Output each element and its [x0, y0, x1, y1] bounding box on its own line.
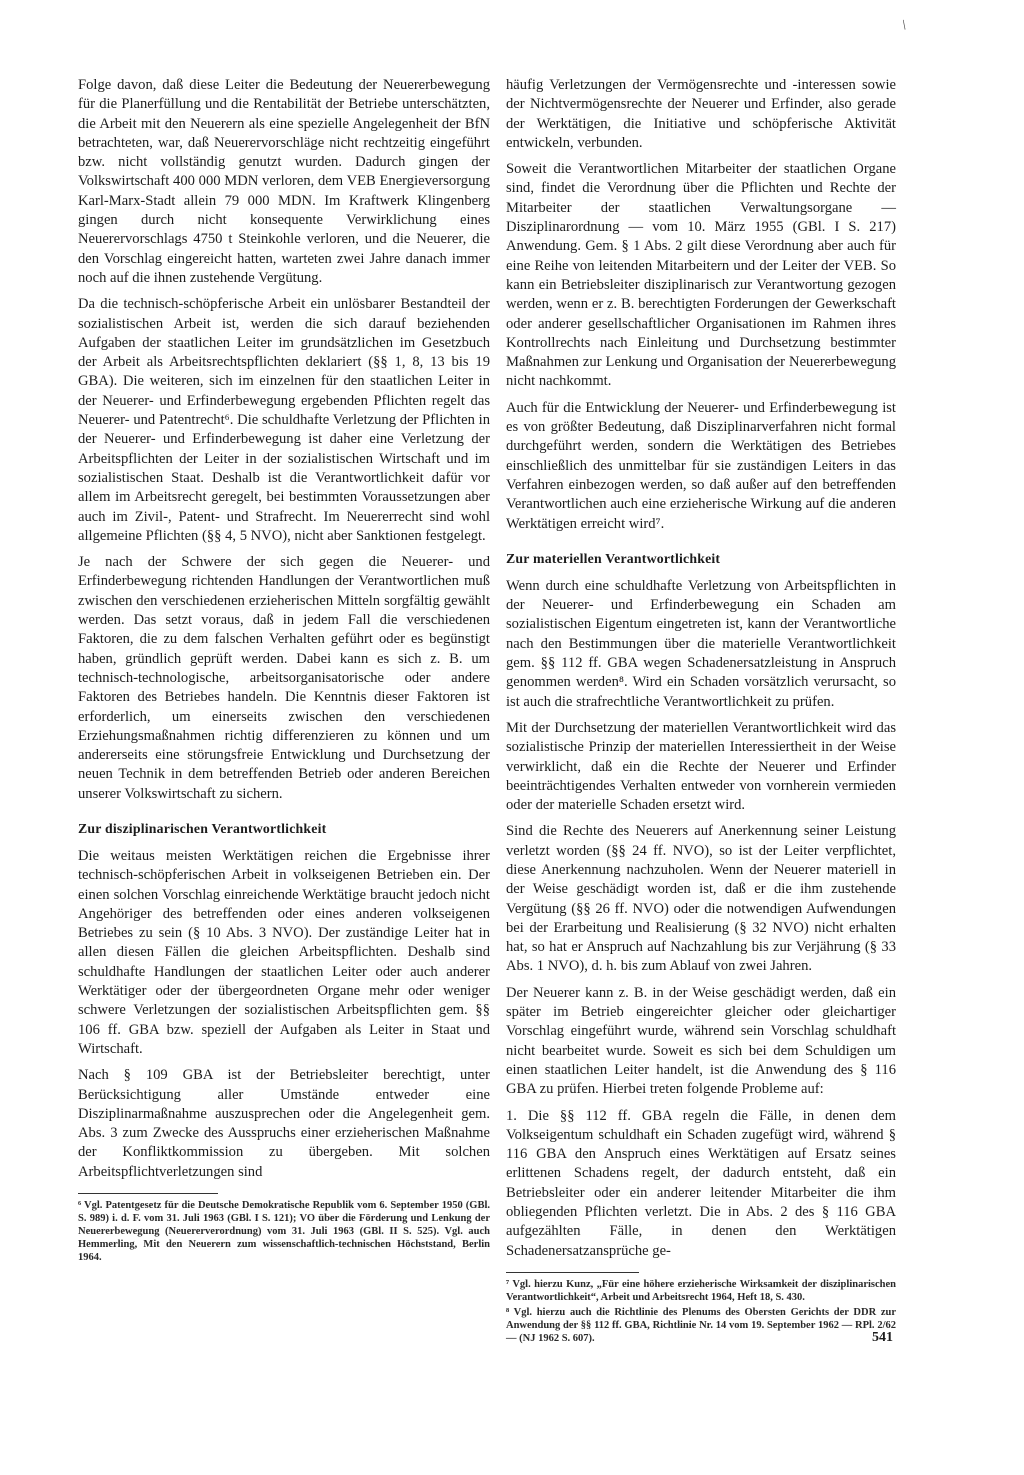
page-number: 541	[872, 1330, 893, 1345]
paragraph: Der Neuerer kann z. B. in der Weise geschädigt werden, daß ein später im Betrieb eingereichter gleicher oder gleichartiger Vorschlag eingeführt wurde, während sein Vorschlag schuldhaft nicht bearbeitet wurde. Soweit es sich bei dem Schuldigen um einen staatlichen Leiter handelt, ist die Anwendung des § 116 GBA zu prüfen. Hierbei treten folgende Probleme auf:	[506, 984, 896, 1098]
paragraph: Sind die Rechte des Neuerers auf Anerkennung seiner Leistung verletzt worden (§§ 24 ff. NVO), so ist der Leiter verpflichtet, diese Anerkennung nachzuholen. Wenn der Neuerer materiell in der Weise geschädigt worden ist, daß er die ihm zustehende Vergütung (§§ 26 ff. NVO) oder die notwendigen Aufwendungen bei der Erarbeitung und Realisierung (§ 32 NVO) nicht erhalten hat, so hat er Anspruch auf Nachzahlung bis zur Verjährung (§ 33 Abs. 1 NVO), d. h. bis zum Ablauf von zwei Jahren.	[506, 823, 896, 975]
paragraph: Mit der Durchsetzung der materiellen Verantwortlichkeit wird das sozialistische Prinzip der materiellen Interessiertheit in der Weise verwirklicht, daß ein die Rechte der Neuerer und Erfinder beeinträchtigendes Verhalten entweder von vornherein vermieden oder der materielle Schaden ersetzt wird.	[506, 719, 896, 814]
paragraph: Folge davon, daß diese Leiter die Bedeutung der Neuererbewegung für die Planerfüllung und die Rentabilität der Betriebe unterschätzten, die Arbeit mit den Neuerern als eine spezielle Angelegenheit der BfN betrachteten, war, daß Neuerervorschläge nicht rechtzeitig eingeführt bzw. nicht vollständig genutzt wurden. Dadurch gingen der Volkswirtschaft 400 000 MDN verloren, dem VEB Energieversorgung Karl-Marx-Stadt allein 79 000 MDN. Im Kraftwerk Klingenberg gingen durch nicht konsequente Verwirklichung eines Neuerervorschlags 4750 t Steinkohle verloren, und die Neuerer, die den Vorschlag eingereicht hatten, warteten zwei Jahre danach immer noch auf die ihnen zustehende Vergütung.	[78, 77, 490, 286]
corner-mark: /	[899, 18, 911, 34]
left-column	[78, 76, 490, 1266]
section-heading-disciplinary: Zur disziplinarischen Verantwortlichkeit	[78, 820, 327, 836]
section-heading-material: Zur materiellen Verantwortlichkeit	[506, 550, 721, 566]
right-column	[506, 76, 896, 1347]
paragraph: 1. Die §§ 112 ff. GBA regeln die Fälle, in denen dem Volkseigentum schuldhaft ein Schaden zugefügt wird, während § 116 GBA den Anspruch eines Werktätigen auf Ersatz seines erlittenen Schadens regelt, der dadurch entsteht, daß ein Betriebsleiter oder ein anderer leitender Mitarbeiter die ihm obliegenden Pflichten verletzt. Die in Abs. 2 des § 116 GBA aufgezählten Fälle, in denen den Werktätigen Schadenersatzansprüche ge-	[506, 1107, 896, 1259]
footnote-rule	[78, 1193, 218, 1194]
paragraph: Die weitaus meisten Werktätigen reichen die Ergebnisse ihrer technisch-schöpferischen Arbeit in volkseigenen Betrieben ein. Der einen solchen Vorschlag einreichende Werktätige braucht jedoch nicht Angehöriger des betreffenden oder eines anderen volkseigenen Betriebes zu sein (§ 10 Abs. 3 NVO). Der zuständige Leiter hat in allen diesen Fällen die gleichen Arbeitspflichten. Deshalb sind schuldhafte Handlungen der staatlichen Leiter oder auch anderer Werktätiger oder der übergeordneten Organe mehr oder weniger schwere Verletzungen der sozialistischen Arbeitspflichten gem. §§ 106 ff. GBA bzw. speziell der Aufgaben als Leiter in Staat und Wirtschaft.	[78, 847, 490, 1057]
paragraph: häufig Verletzungen der Vermögensrechte und -interessen sowie der Nichtvermögensrechte der Neuerer und Erfinder, also gerade der Werktätigen, die Initiative und schöpferische Aktivität entwickeln, verbunden.	[506, 77, 896, 151]
paragraph: Auch für die Entwicklung der Neuerer- und Erfinderbewegung ist es von größter Bedeutung, daß Disziplinarverfahren nicht formal durchgeführt werden, sondern die Werktätigen des Betriebes einschließlich des unmittelbar für sie zuständigen Leiters in das Verfahren einbezogen werden, so daß außer auf den betreffenden Verantwortlichen auch eine erzieherische Wirkung auf die anderen Werktätigen erreicht wird⁷.	[506, 399, 896, 532]
footnote: ⁷ Vgl. hierzu Kunz, „Für eine höhere erzieherische Wirksamkeit der disziplinarischen Verantwortlichkeit“, Arbeit und Arbeitsrecht 1964, Heft 18, S. 430.	[506, 1278, 896, 1303]
paragraph: Je nach der Schwere der sich gegen die Neuerer- und Erfinderbewegung richtenden Handlungen der Verantwortlichen muß zwischen den verschiedenen erzieherischen Mitteln sorgfältig gewählt werden. Das setzt voraus, daß in jedem Fall die verschiedenen Faktoren, die zu dem falschen Verhalten geführt oder es begünstigt haben, gründlich geprüft werden. Dabei kann es sich z. B. um technisch-technologische, arbeitsorganisatorische oder andere Faktoren des Betriebes handeln. Die Kenntnis dieser Faktoren ist erforderlich, um einerseits zwischen den verschiedenen Erziehungsmaßnahmen richtig differenzieren zu können und um andererseits eine störungsfreie Entwicklung und Durchsetzung der neuen Technik in dem betreffenden Betrieb oder anderen Bereichen unserer Volkswirtschaft zu sichern.	[78, 554, 490, 802]
footnote: ⁸ Vgl. hierzu auch die Richtlinie des Plenums des Obersten Gerichts der DDR zur Anwendung der §§ 112 ff. GBA, Richtlinie Nr. 14 vom 19. September 1962 — RPl. 2/62 — (NJ 1962 S. 607).	[506, 1306, 896, 1344]
paragraph: Soweit die Verantwortlichen Mitarbeiter der staatlichen Organe sind, findet die Verordnung über die Pflichten und Rechte der Mitarbeiter der staatlichen Verwaltungsorgane — Disziplinarordnung — vom 10. März 1955 (GBl. I S. 217) Anwendung. Gem. § 1 Abs. 2 gilt diese Verordnung aber auch für eine Reihe von leitenden Mitarbeitern und der Leiter der VEB. So kann ein Betriebsleiter disziplinarisch zur Verantwortung gezogen werden, wenn er z. B. berechtigten Forderungen der Gewerkschaft oder anderer gesellschaftlicher Organisationen im Rahmen ihres Kontrollrechts nach Einleitung und Durchsetzung bestimmter Maßnahmen zur Lenkung und Organisation der Neuererbewegung nicht nachkommt.	[506, 161, 896, 390]
paragraph: Nach § 109 GBA ist der Betriebsleiter berechtigt, unter Berücksichtigung aller Umstände entweder eine Disziplinarmaßnahme auszusprechen oder die Angelegenheit gem. Abs. 3 zum Zwecke des Ausspruchs einer erzieherischen Maßnahme der Konfliktkommission zu übergeben. Mit solchen Arbeitspflichtverletzungen sind	[78, 1067, 490, 1180]
paragraph: Da die technisch-schöpferische Arbeit ein unlösbarer Bestandteil der sozialistischen Arbeit ist, werden die sich darauf beziehenden Aufgaben der staatlichen Leiter im grundsätzlichen im Gesetzbuch der Arbeit als Arbeitsrechtspflichten deklariert (§§ 1, 8, 13 bis 19 GBA). Die weiteren, sich im einzelnen für den staatlichen Leiter in der Neuerer- und Erfinderbewegung ergebenden Pflichten regelt das Neuerer- und Patentrecht⁶. Die schuldhafte Verletzung der Pflichten in der Neuerer- und Erfinderbewegung ist daher eine Verletzung der Arbeitspflichten der Leiter in der sozialistischen Wirtschaft und im sozialistischen Staat. Deshalb ist die Verantwortlichkeit dafür vor allem im Arbeitsrecht geregelt, bei bestimmten Voraussetzungen aber auch im Zivil-, Patent- und Strafrecht. Im Neuererrecht sind wohl allgemeine Pflichten (§§ 4, 5 NVO), nicht aber Sanktionen festgelegt.	[78, 296, 490, 544]
paragraph: Wenn durch eine schuldhafte Verletzung von Arbeitspflichten in der Neuerer- und Erfinderbewegung ein Schaden am sozialistischen Eigentum eingetreten ist, kann der Verantwortliche nach den Bestimmungen über die materielle Verantwortlichkeit gem. §§ 112 ff. GBA wegen Schadenersatzleistung in Anspruch genommen werden⁸. Wird ein Schaden vorsätzlich verursacht, so ist auch die strafrechtliche Verantwortlichkeit zu prüfen.	[506, 577, 896, 710]
footnote: ⁶ Vgl. Patentgesetz für die Deutsche Demokratische Republik vom 6. September 1950 (GBl. S. 989) i. d. F. vom 31. Juli 1963 (GBl. I S. 121); VO über die Förderung und Lenkung der Neuererbewegung (Neuererverordnung) vom 31. Juli 1963 (GBl. II S. 525). Vgl. auch Hemmerling, Mit den Neuerern zum wissenschaftlich-technischen Höchststand, Berlin 1964.	[78, 1200, 490, 1264]
footnote-rule	[506, 1272, 639, 1273]
